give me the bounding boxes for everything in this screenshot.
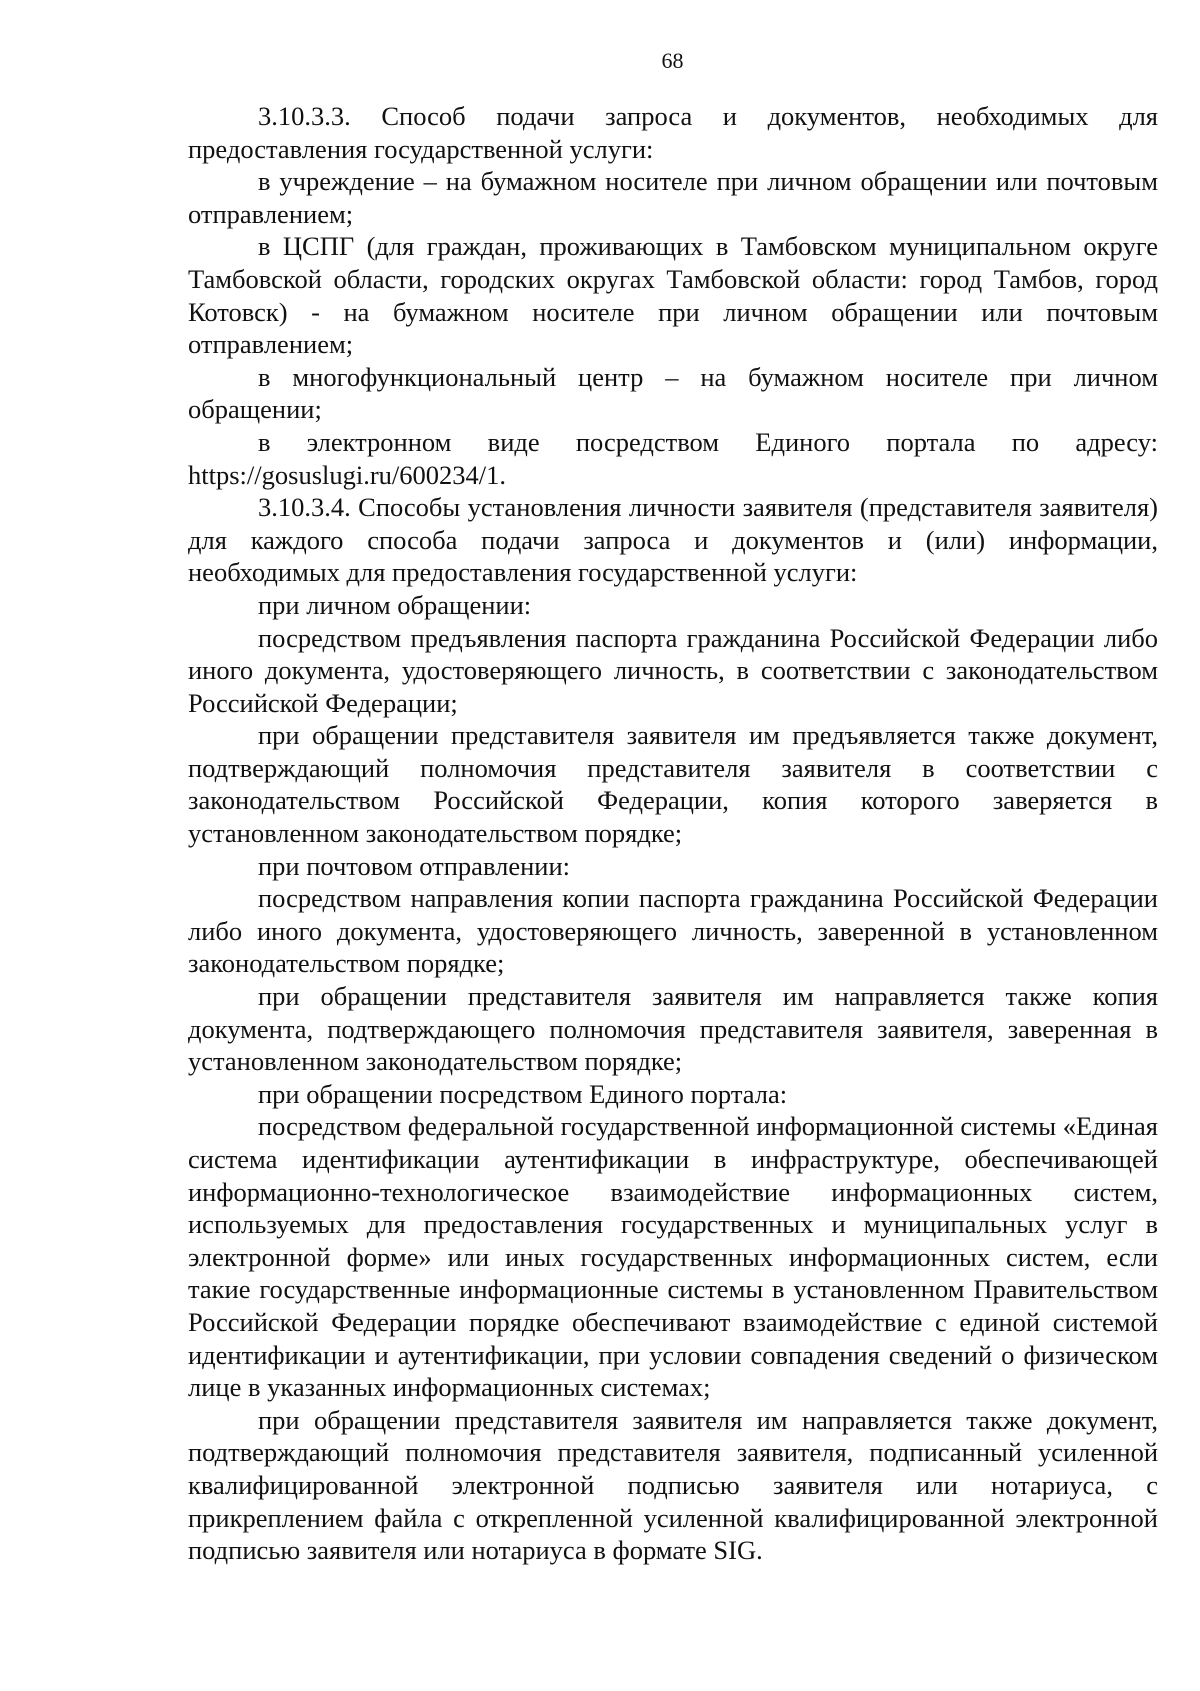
paragraph-electronic: в электронном виде посредством Единого портала по адресу: https://gosuslugi.ru/600234/1. (188, 426, 1158, 490)
document-body (188, 100, 1158, 1567)
paragraph-representative-presentation: при обращении представителя заявителя им предъявляется также документ, подтверждающий полномочия представителя заявителя в соответствии с законодательством Российской Федерации, копия которого заверяется в установленном законодательством порядке; (188, 720, 1158, 849)
paragraph-cspg: в ЦСПГ (для граждан, проживающих в Тамбовском муниципальном округе Тамбовской области, городских округах Тамбовской области: город Тамбов, город Котовск) - на бумажном носителе при личном обращении или почтовым отправлением; (188, 231, 1158, 360)
paragraph-portal: при обращении посредством Единого портала: (258, 1078, 788, 1109)
paragraph-3-10-3-4: 3.10.3.4. Способы установления личности заявителя (представителя заявителя) для каждого способа подачи запроса и документов и (или) информации, необходимых для предоставления государственной услуги: (188, 492, 1158, 588)
paragraph-3-10-3-3: 3.10.3.3. Способ подачи запроса и документов, необходимых для предоставления государственной услуги: (188, 101, 1158, 164)
page-number: 68 (661, 48, 684, 73)
paragraph-personal-visit: при личном обращении: (258, 589, 532, 620)
paragraph-institution: в учреждение – на бумажном носителе при личном обращении или почтовым отправлением; (188, 166, 1158, 229)
paragraph-mfc: в многофункциональный центр – на бумажном носителе при личном обращении; (188, 361, 1158, 425)
paragraph-passport-copy: посредством направления копии паспорта гражданина Российской Федерации либо иного документа, удостоверяющего личность, заверенной в установленном законодательством порядке; (188, 883, 1158, 979)
paragraph-postal: при почтовом отправлении: (258, 850, 570, 881)
paragraph-representative-copy: при обращении представителя заявителя им направляется также копия документа, подтверждающего полномочия представителя заявителя, заверенная в установленном законодательством порядке; (188, 981, 1158, 1077)
paragraph-representative-signature: при обращении представителя заявителя им направляется также документ, подтверждающий полномочия представителя заявителя, подписанный усиленной квалифицированной электронной подписью заявителя или нотариуса, с прикреплением файла с открепленной усиленной квалифицированной электронной подписью заявителя или нотариуса в формате SIG. (188, 1404, 1158, 1566)
paragraph-passport-presentation: посредством предъявления паспорта гражданина Российской Федерации либо иного документа, удостоверяющего личность, в соответствии с законодательством Российской Федерации; (188, 622, 1158, 718)
paragraph-esia: посредством федеральной государственной информационной системы «Единая система идентификации аутентификации в инфраструктуре, обеспечивающей информационно-технологическое взаимодействие информационных систем, используемых для предоставления государственных и муниципальных услуг в электронной форме» или иных государственных информационных систем, если такие государственные информационные системы в установленном Правительством Российской Федерации порядке обеспечивают взаимодействие с единой системой идентификации и аутентификации, при условии совпадения сведений о физическом лице в указанных информационных системах; (188, 1111, 1158, 1403)
